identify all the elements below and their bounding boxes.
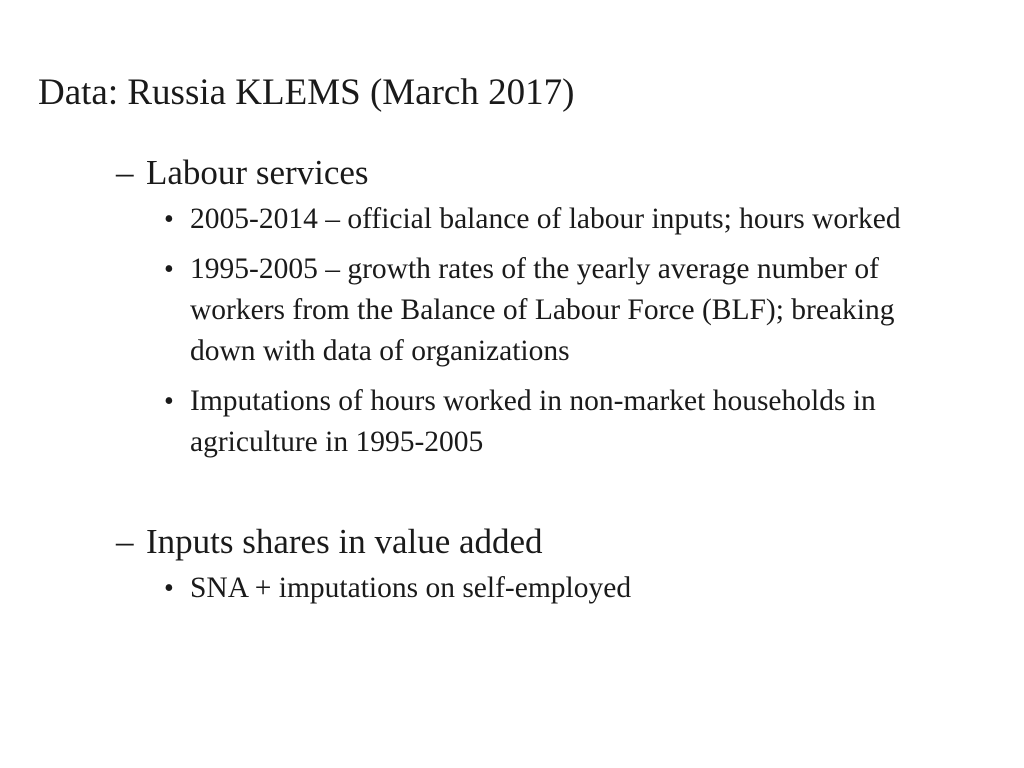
bullet-icon: • bbox=[164, 204, 174, 235]
dash-marker: – bbox=[116, 153, 134, 192]
bullet-list bbox=[116, 568, 996, 609]
bullet-text: SNA + imputations on self-employed bbox=[190, 572, 632, 604]
section-heading-text: Labour services bbox=[146, 153, 369, 192]
bullet-text: 2005-2014 – official balance of labour inputs; hours worked bbox=[190, 203, 901, 235]
section-heading bbox=[116, 151, 996, 195]
list-item bbox=[164, 249, 964, 372]
bullet-list bbox=[116, 199, 996, 463]
bullet-icon: • bbox=[164, 386, 174, 417]
bullet-icon: • bbox=[164, 254, 174, 285]
bullet-icon: • bbox=[164, 573, 174, 604]
bullet-text: Imputations of hours worked in non-market households in agriculture in 1995-2005 bbox=[190, 385, 876, 458]
bullet-text: 1995-2005 – growth rates of the yearly average number of workers from the Balance of Labour Force (BLF); breaking down with data of organizations bbox=[190, 253, 895, 367]
list-item bbox=[164, 381, 964, 463]
list-item bbox=[164, 568, 964, 609]
slide-title: Data: Russia KLEMS (March 2017) bbox=[38, 72, 575, 113]
section-inputs-shares bbox=[116, 520, 996, 618]
section-heading-text: Inputs shares in value added bbox=[146, 522, 543, 561]
section-heading bbox=[116, 520, 996, 564]
section-labour-services bbox=[116, 151, 996, 472]
list-item bbox=[164, 199, 964, 240]
dash-marker: – bbox=[116, 522, 134, 561]
